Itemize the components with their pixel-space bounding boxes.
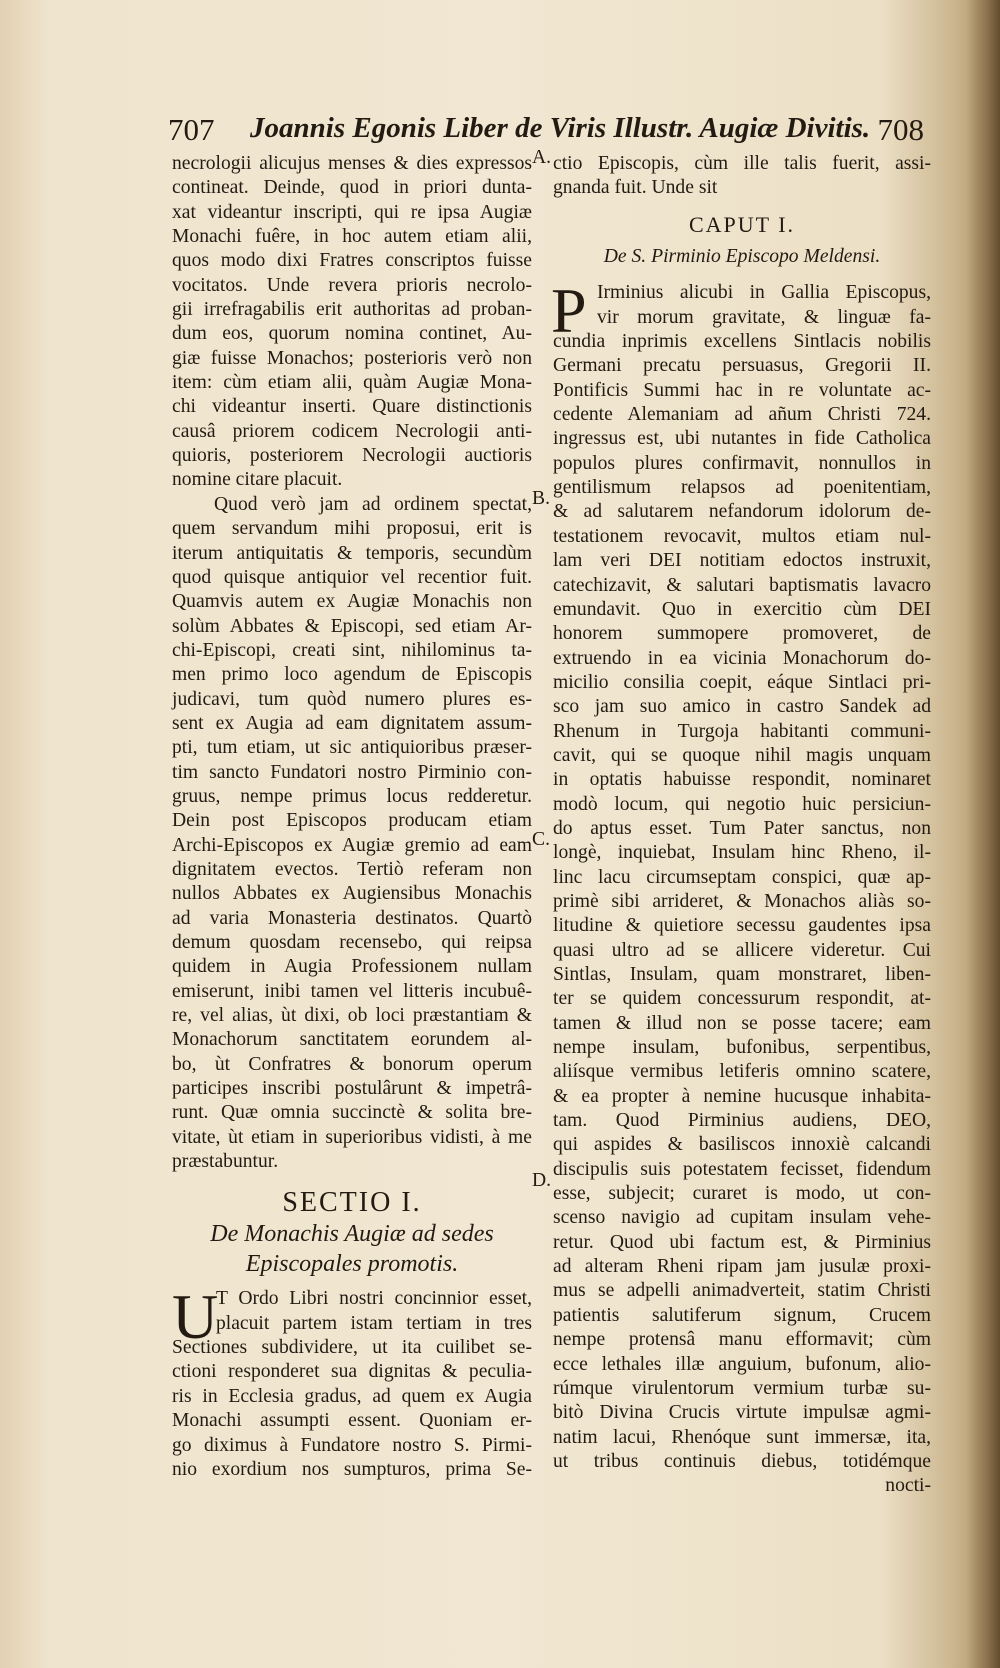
text-line: Dein post Episcopos producam etiam — [172, 810, 532, 832]
text-line: catechizavit, & salutari baptismatis lavacro — [553, 574, 931, 596]
running-title: Joannis Egonis Liber de Viris Illustr. Augiæ Divitis. — [250, 112, 871, 144]
text-line: go diximus à Fundatore nostro S. Pirmi- — [172, 1434, 532, 1456]
spacer — [553, 269, 931, 281]
text-line: Monachorum sanctitatem eorundem al- — [172, 1029, 532, 1051]
text-line: chi videantur inserti. Quare distinctionis — [172, 396, 532, 418]
text-line: quidem in Augia Professionem nullam — [172, 956, 532, 978]
text-line: bo, ùt Confratres & bonorum operum — [172, 1053, 532, 1075]
text-line: ad varia Monasteria destinatos. Quartò — [172, 907, 532, 929]
text-line: primè sibi arrideret, & Monachos aliàs so- — [553, 890, 931, 912]
text-line: nomine citare placuit. — [172, 469, 343, 491]
text-line: esse, subjecit; curaret is modo, ut con- — [553, 1183, 931, 1205]
text-line: gii irrefragabilis erit authoritas ad proban- — [172, 299, 532, 321]
text-line: gentilismum relapsos ad poenitentiam, — [553, 477, 931, 499]
text-line: vir morum gravitate, & linguæ fa- — [597, 306, 931, 328]
text-line: participes inscribi postulârunt & impetrâ- — [172, 1078, 532, 1100]
text-line: tam. Quod Pirminius audiens, DEO, — [553, 1110, 931, 1132]
text-line: placuit partem istam tertiam in tres — [216, 1312, 532, 1334]
text-line: re, vel alias, ùt dixi, ob loci præstantiam & — [172, 1005, 532, 1027]
section-title: SECTIO I. — [282, 1187, 422, 1219]
text-line: judicavi, tum quòd numero plures es- — [172, 688, 532, 710]
text-line: ris in Ecclesia gradus, ad quem ex Augia — [172, 1385, 532, 1407]
text-line: in optatis habuisse respondit, nominaret — [553, 769, 931, 791]
text-line: Monachi fuêre, in hoc autem etiam alii, — [172, 226, 532, 248]
text-line: cavit, qui se quoque nihil magis unquam — [553, 744, 931, 766]
drop-capital-u: U — [172, 1281, 219, 1353]
text-line: tamen & illud non se posse tacere; eam — [553, 1012, 931, 1034]
text-line: xat videantur inscripti, qui re ipsa Augiæ — [172, 201, 532, 223]
right-text-block-a — [553, 152, 931, 201]
right-text-block-b — [551, 275, 931, 1474]
text-line: Rhenum in Turgoja habitanti communi- — [553, 720, 931, 742]
text-line: linc lacu circumseptam conspici, quæ ap- — [553, 866, 931, 888]
text-line: do aptus esset. Tum Pater sanctus, non — [553, 817, 931, 839]
section-subtitle-line-2: Episcopales promotis. — [245, 1251, 459, 1278]
text-line: cedente Alemaniam ad añum Christi 724. — [553, 404, 931, 426]
text-line: populos plures confirmavit, nonnullos in — [553, 452, 931, 474]
text-line: nempe insulam, bufonibus, serpentibus, — [553, 1037, 931, 1059]
text-line: testationem revocavit, multos etiam nul- — [553, 525, 931, 547]
page-gutter-shadow — [966, 0, 1000, 1668]
text-line: solùm Abbates & Episcopi, sed etiam Ar- — [172, 615, 532, 637]
catchword: nocti- — [885, 1475, 931, 1497]
text-line: scenso navigio ad cupitam insulam vehe- — [553, 1207, 931, 1229]
text-line: dum eos, quorum nomina continet, Au- — [172, 323, 532, 345]
text-line: vocitatos. Unde revera prioris necrolo- — [172, 274, 532, 296]
text-line: præstabuntur. — [172, 1151, 279, 1173]
text-line: aliísque vermibus letiferis omnino scatere, — [553, 1061, 931, 1083]
text-line: nio exordium nos sumpturos, prima Se- — [172, 1458, 532, 1480]
text-line: pti, tum etiam, ut sic antiquioribus præser- — [172, 737, 532, 759]
text-line: runt. Quæ omnia succinctè & solita bre- — [172, 1102, 532, 1124]
text-line: quos modo dixi Fratres conscriptos fuisse — [172, 250, 532, 272]
right-column — [553, 152, 931, 1499]
text-line: rúmque virulentorum vermium turbæ su- — [553, 1377, 931, 1399]
right-text-block-b-lines — [551, 275, 931, 1474]
text-line: extruendo in ea vicinia Monachorum do- — [553, 647, 931, 669]
spacer — [553, 201, 931, 213]
text-line: longè, inquiebat, Insulam hinc Rheno, il- — [553, 842, 931, 864]
text-line: tim sancto Fundatori nostro Pirminio con- — [172, 761, 532, 783]
section-subtitle-line-1: De Monachis Augiæ ad sedes — [210, 1221, 494, 1248]
text-line: gnanda fuit. Unde sit — [553, 177, 718, 199]
text-line: lam veri DEI notitiam edoctos instruxit, — [553, 550, 931, 572]
text-line: gruus, nempe primus locus redderetur. — [172, 785, 532, 807]
left-column — [172, 152, 532, 1482]
chapter-title: CAPUT I. — [688, 211, 796, 237]
text-line: Quod verò jam ad ordinem spectat, — [214, 493, 532, 515]
text-line: Monachi assumpti essent. Quoniam er- — [172, 1410, 532, 1432]
spacer — [172, 1174, 532, 1186]
page-number-left: 707 — [168, 112, 215, 147]
text-line: patientis salutiferum signum, Crucem — [553, 1304, 931, 1326]
text-line: item: cùm etiam alii, quàm Augiæ Mona- — [172, 372, 532, 394]
left-text-block-a — [172, 152, 532, 1174]
text-line: retur. Quod ubi factum est, & Pirminius — [553, 1231, 931, 1253]
text-line: bitò Divina Crucis virtute impulsæ agmi- — [553, 1402, 931, 1424]
text-line: men primo loco agendum de Episcopis — [172, 664, 532, 686]
text-line: causâ priorem codicem Necrologii anti- — [172, 420, 532, 442]
text-line: dignitatem evectos. Tertiò referam non — [172, 858, 532, 880]
text-line: ecce lethales illæ anguium, bufonum, alio- — [553, 1353, 931, 1375]
text-line: sent ex Augia ad eam dignitatem assum- — [172, 712, 532, 734]
left-text-block-b-lines — [172, 1281, 532, 1482]
text-line: & ad salutarem nefandorum idolorum de- — [553, 501, 931, 523]
chapter-subtitle: De S. Pirminio Episcopo Meldensi. — [603, 246, 881, 268]
text-line: demum quosdam recensebo, qui reipsa — [172, 932, 532, 953]
text-line: Sintlas, Insulam, quam monstraret, liben- — [553, 964, 931, 985]
text-line: quioris, posteriorem Necrologii auctioris — [172, 445, 532, 467]
text-line: ctio Episcopis, cùm ille talis fuerit, assi- — [553, 153, 931, 174]
text-line: cundia inprimis excellens Sintlacis nobilis — [553, 331, 931, 353]
text-line: Quamvis autem ex Augiæ Monachis non — [172, 591, 532, 613]
text-line: micilio consilia coepit, eáque Sintlaci pri- — [553, 671, 931, 693]
text-line: necrologii alicujus menses & dies expressos — [172, 153, 532, 174]
running-header — [168, 112, 924, 152]
text-line: iterum antiquitatis & temporis, secundùm — [172, 542, 532, 564]
text-line: discipulis suis potestatem fecisset, fidendum — [553, 1158, 931, 1180]
text-line: modò locum, qui negotio huic persiciun- — [553, 793, 931, 815]
margin-letter-a: A. — [532, 147, 552, 168]
text-line: quod quisque antiquior vel recentior fuit. — [172, 566, 532, 588]
text-line: litudine & quietiore secessu gaudentes ipsa — [553, 915, 931, 937]
text-line: vitate, ùt etiam in superioribus vidisti, à me — [172, 1126, 532, 1148]
text-line: nempe protensâ manu efformavit; cùm — [553, 1329, 931, 1351]
text-line: quasi ultro ad se allicere videretur. Cui — [553, 939, 931, 961]
drop-capital-p: P — [551, 275, 587, 347]
margin-letter-c: C. — [532, 829, 550, 850]
left-text-block-b — [172, 1281, 532, 1482]
text-line: & ea propter à nemine hucusque inhabita- — [553, 1085, 931, 1107]
text-line: emiserunt, inibi tamen vel litteris incubuê- — [172, 980, 532, 1002]
text-line: Sectiones subdividere, ut ita cuilibet se- — [172, 1337, 532, 1359]
text-line: qui aspides & basiliscos innoxiè calcandi — [553, 1134, 931, 1156]
text-line: ingressus est, ubi nutantes in fide Catholica — [553, 428, 931, 450]
text-line: sco jam suo amico in castro Sandek ad — [553, 696, 931, 718]
text-line: contineat. Deinde, quod in priori dunta- — [172, 177, 532, 199]
margin-letter-b: B. — [532, 488, 550, 509]
text-line: T Ordo Libri nostri concinnior esset, — [216, 1288, 532, 1310]
spacer — [553, 237, 931, 245]
text-line: Germani precatu persuasus, Gregorii II. — [553, 355, 931, 377]
text-line: ut tribus continuis diebus, totidémque — [553, 1450, 931, 1472]
margin-letter-d: D. — [532, 1170, 552, 1191]
text-line: honorem summopere promoveret, de — [553, 623, 931, 645]
text-line: natim lacui, Rhenóque sunt immersæ, ita, — [553, 1426, 931, 1448]
spacer — [172, 1279, 532, 1287]
text-line: Irminius alicubi in Gallia Episcopus, — [597, 282, 931, 304]
page-number-right: 708 — [877, 112, 924, 147]
text-line: Archi-Episcopos ex Augiæ gremio ad eam — [172, 834, 532, 856]
text-line: nullos Abbates ex Augiensibus Monachis — [172, 883, 532, 905]
text-line: mus se adpelli animadverteit, statim Christi — [553, 1280, 931, 1302]
text-line: chi-Episcopi, creati sint, nihilominus ta- — [172, 639, 532, 661]
text-line: ctioni responderet sua dignitas & peculia- — [172, 1361, 532, 1383]
text-line: ad alteram Rheni ripam jam jusulæ proxi- — [553, 1256, 931, 1278]
text-line: Pontificis Summi hac in re voluntate ac- — [553, 379, 931, 401]
text-line: ter se quidem concessurum respondit, at- — [553, 988, 931, 1010]
text-line: giæ fuisse Monachos; posterioris verò non — [172, 347, 532, 369]
text-line: quem servandum mihi proposui, erit is — [172, 518, 532, 540]
text-line: emundavit. Quo in exercitio cùm DEI — [553, 598, 931, 620]
